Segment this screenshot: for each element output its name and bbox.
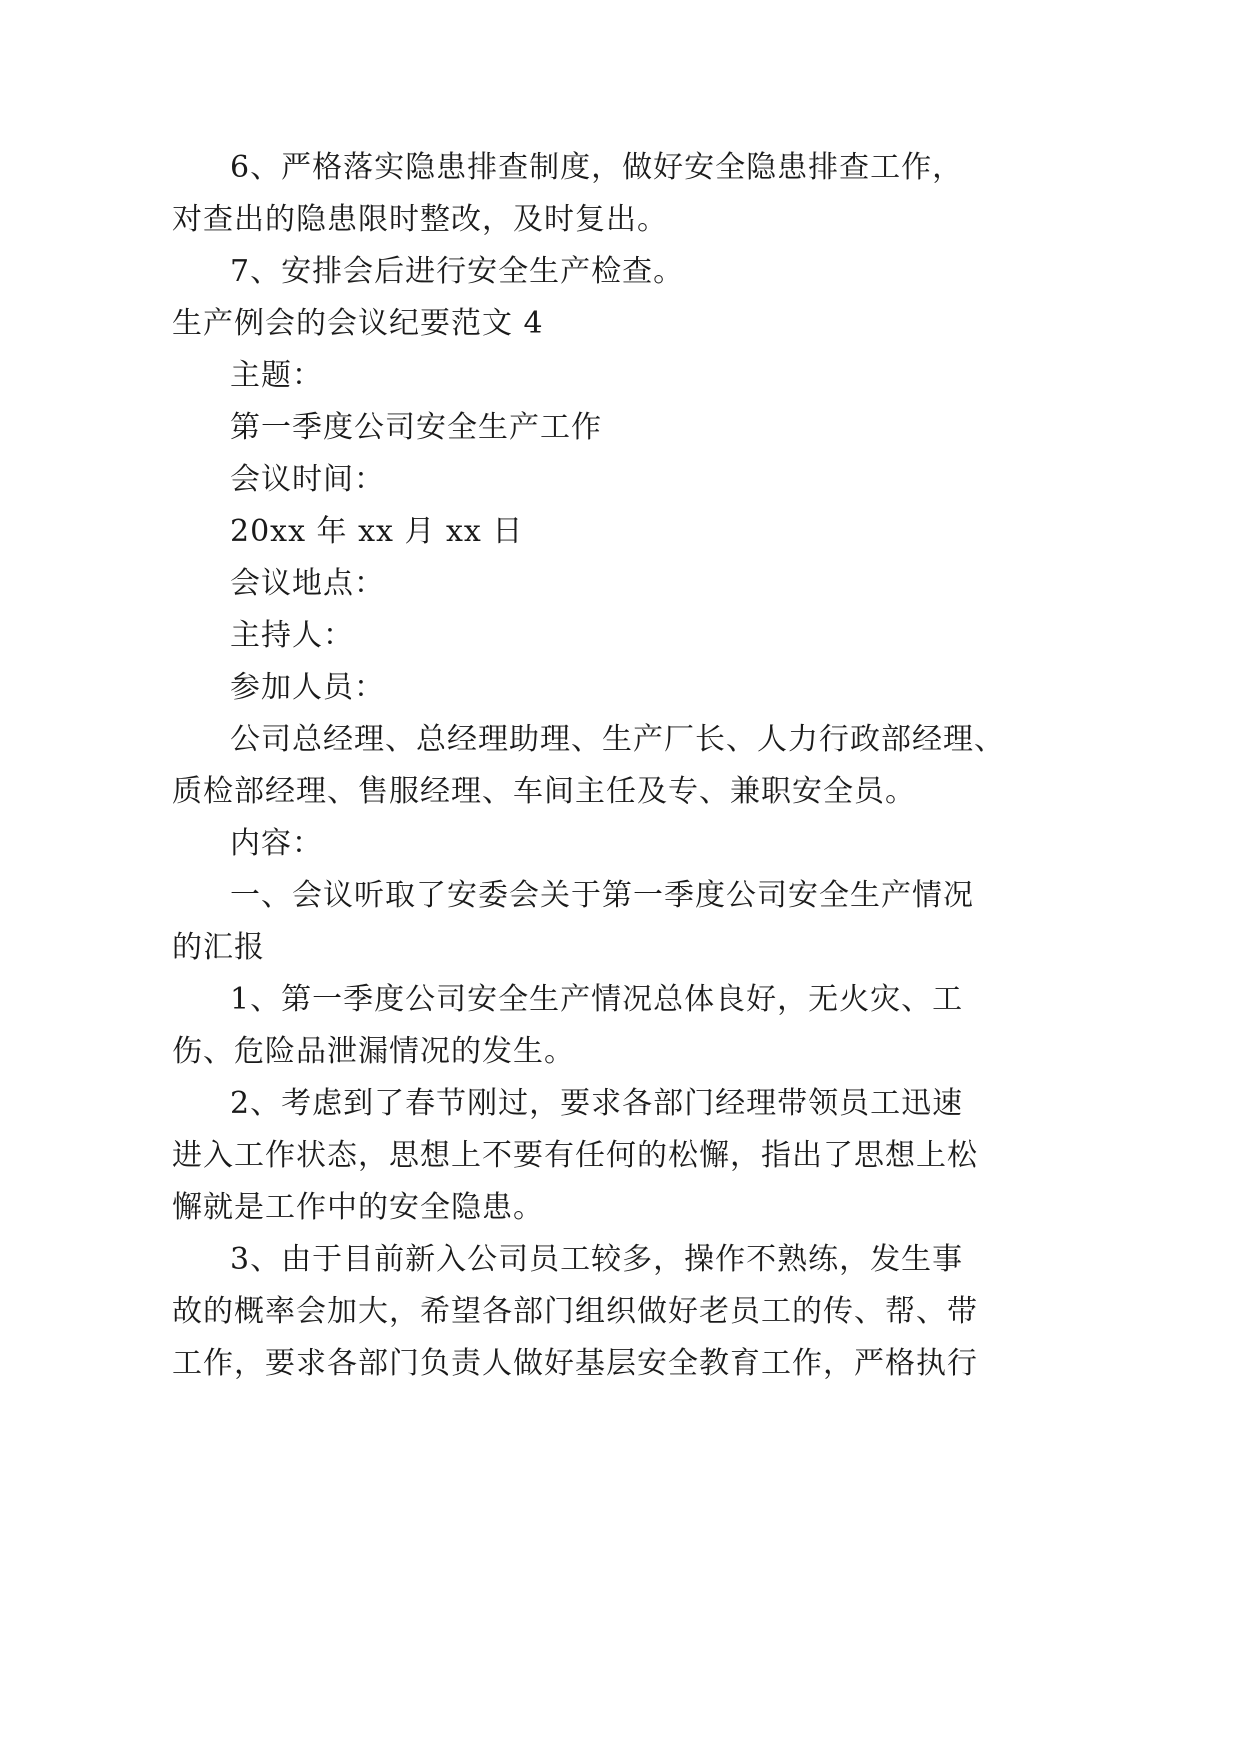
paragraph-item-7: 7、安排会后进行安全生产检查。 bbox=[230, 254, 685, 289]
field-label-meeting-time: 会议时间： bbox=[230, 462, 385, 497]
field-value-topic: 第一季度公司安全生产工作 bbox=[230, 410, 602, 445]
paragraph-item-6-line-1: 6、严格落实隐患排查制度，做好安全隐患排查工作， bbox=[230, 150, 964, 185]
section-heading: 生产例会的会议纪要范文 4 bbox=[172, 306, 544, 341]
field-label-attendees: 参加人员： bbox=[230, 670, 385, 705]
point-3-line-3: 工作，要求各部门负责人做好基层安全教育工作，严格执行 bbox=[172, 1346, 978, 1381]
point-1-line-2: 伤、危险品泄漏情况的发生。 bbox=[172, 1034, 575, 1069]
field-label-content: 内容： bbox=[230, 826, 323, 861]
field-value-meeting-time: 20xx 年 xx 月 xx 日 bbox=[230, 514, 524, 549]
point-1-line-1: 1、第一季度公司安全生产情况总体良好，无火灾、工 bbox=[230, 982, 964, 1017]
point-3-line-2: 故的概率会加大，希望各部门组织做好老员工的传、帮、带 bbox=[172, 1294, 978, 1329]
point-2-line-1: 2、考虑到了春节刚过，要求各部门经理带领员工迅速 bbox=[230, 1086, 964, 1121]
attendees-line-2: 质检部经理、售服经理、车间主任及专、兼职安全员。 bbox=[172, 774, 916, 809]
point-3-line-1: 3、由于目前新入公司员工较多，操作不熟练，发生事 bbox=[230, 1242, 964, 1277]
attendees-line-1: 公司总经理、总经理助理、生产厂长、人力行政部经理、 bbox=[230, 722, 1005, 757]
field-label-meeting-place: 会议地点： bbox=[230, 566, 385, 601]
section-one-line-2: 的汇报 bbox=[172, 930, 265, 965]
section-one-line-1: 一、会议听取了安委会关于第一季度公司安全生产情况 bbox=[230, 878, 974, 913]
field-label-topic: 主题： bbox=[230, 358, 323, 393]
paragraph-item-6-line-2: 对查出的隐患限时整改，及时复出。 bbox=[172, 202, 668, 237]
point-2-line-2: 进入工作状态，思想上不要有任何的松懈，指出了思想上松 bbox=[172, 1138, 978, 1173]
field-label-host: 主持人： bbox=[230, 618, 354, 653]
point-2-line-3: 懈就是工作中的安全隐患。 bbox=[172, 1190, 544, 1225]
